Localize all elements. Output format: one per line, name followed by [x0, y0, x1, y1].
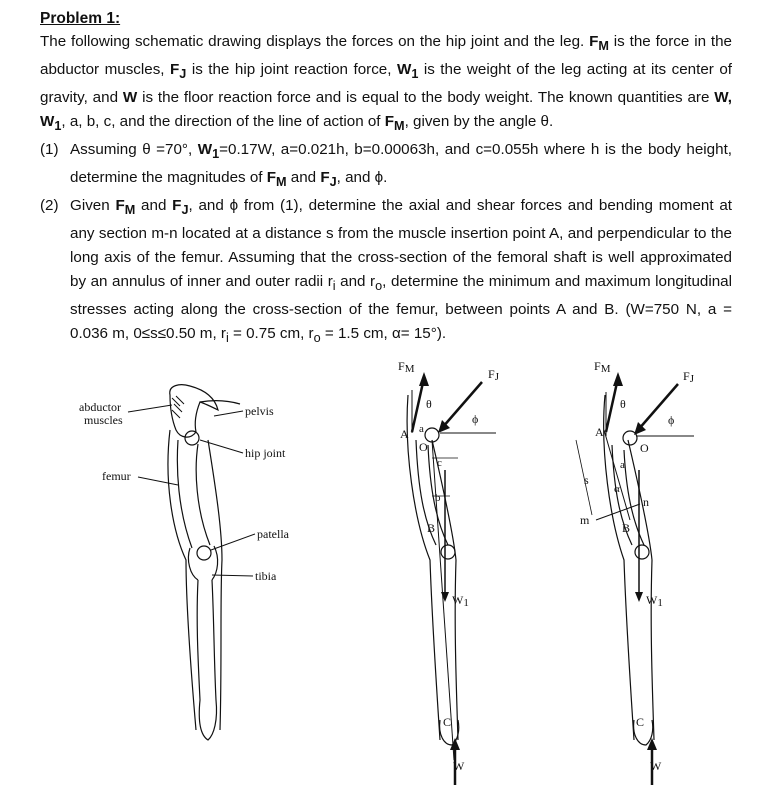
leg3-w-arrowhead — [647, 738, 657, 750]
fj-subscript: J — [179, 67, 187, 82]
q2-text-1: Given — [70, 197, 116, 215]
leader-hip-joint — [200, 440, 243, 453]
leg3-forces — [606, 372, 694, 785]
q1-w1-symbol: W — [197, 141, 213, 159]
q2-text-3: , and ϕ from (1), determine the axial and shear forces and bending moment at any section m-n located at a distance s from the muscle insertion point A, and perpendicular to the long axis of the femur. Assuming that the cross-section of the femoral shaft is well approximated by an annulus of inner and outer radii r — [70, 197, 732, 291]
leg2-point-a: A — [400, 427, 409, 441]
leg3-point-a: A — [595, 425, 604, 439]
q2-text-6: = 0.75 cm, r — [228, 325, 314, 343]
q1-fj-symbol: F — [320, 169, 330, 187]
label-femur: femur — [102, 469, 131, 483]
leg3-phi-label: ϕ — [668, 413, 675, 427]
label-hip-joint: hip joint — [245, 446, 286, 460]
question-2-number: (2) — [40, 197, 59, 215]
leg2-theta-label: θ — [426, 397, 432, 411]
leg2-fj-label: FJ — [488, 367, 499, 383]
ro-subscript: o — [375, 279, 383, 294]
label-tibia: tibia — [255, 569, 277, 583]
q2-fm-subscript: M — [124, 203, 136, 218]
leg3-dim-s-label: s — [584, 473, 589, 487]
leg3-w1-label: W1 — [646, 593, 663, 609]
fm-symbol: F — [589, 33, 599, 50]
leg2-point-o: O — [419, 440, 428, 454]
problem-title: Problem 1: — [40, 10, 121, 27]
leg2-phi-label: ϕ — [472, 412, 479, 426]
leg3-outline-right — [628, 440, 654, 740]
leg3-fj-label: FJ — [683, 369, 694, 385]
q2-fj-subscript: J — [181, 203, 189, 218]
leg2-w-label: W — [453, 759, 465, 773]
leg2-fm-arrowhead — [419, 372, 429, 386]
leader-pelvis — [214, 411, 243, 416]
leg3-point-o: O — [640, 441, 649, 455]
leader-abductor — [128, 405, 172, 412]
intro-text-1: The following schematic drawing displays the forces on the hip joint and the leg. — [40, 33, 590, 50]
label-abductor: abductor — [79, 400, 121, 414]
label-pelvis: pelvis — [245, 404, 274, 418]
leg3-theta-label: θ — [620, 397, 626, 411]
label-muscles: muscles — [84, 413, 123, 427]
q2-fm-symbol: F — [115, 197, 125, 215]
intro-text-2: is the force in the abductor muscles, — [40, 33, 732, 79]
label-patella: patella — [257, 527, 289, 541]
leg2-dim-a: a — [419, 423, 424, 435]
leader-patella — [211, 534, 255, 550]
leg3-w-label: W — [650, 759, 662, 773]
q2-text-7: = 1.5 cm, α= 15°). — [320, 325, 447, 343]
leg3-fm-arrow — [606, 378, 618, 432]
abductor-muscle-hatch — [172, 396, 184, 418]
pelvis-outline — [170, 385, 218, 437]
intro-text-7: , a, b, c, and the direction of the line of action of — [61, 113, 385, 131]
w1-subscript: 1 — [411, 67, 419, 82]
leg2-point-b: B — [427, 521, 436, 535]
q1-fj-subscript: J — [329, 175, 337, 190]
leg2-fm-label: FM — [398, 359, 415, 375]
anatomy-leg — [168, 385, 240, 740]
intro-text-4: is the weight of the leg acting at its center of gravity, and — [40, 61, 732, 107]
leg2-dim-b-label: b — [435, 492, 441, 504]
ri-value-subscript: i — [225, 331, 229, 346]
q1-text-2: =0.17W, a=0.021h, b=0.00063h, and c=0.055h where h is the body height, determine the magnitudes of — [70, 141, 733, 187]
leg3-w1-arrowhead — [635, 592, 643, 602]
leg2-dim-c-label: c — [437, 457, 442, 469]
fj-symbol: F — [170, 61, 180, 79]
leg3-fm-label: FM — [594, 359, 611, 375]
q1-fm-symbol: F — [266, 169, 276, 187]
ro-value-subscript: o — [313, 331, 321, 346]
leg3-labels — [580, 359, 695, 773]
q2-fj-symbol: F — [172, 197, 182, 215]
intro-text-9: , given by the angle θ. — [404, 113, 554, 131]
leg2-point-c: C — [443, 715, 452, 729]
leg2-w1-arrowhead — [441, 592, 449, 602]
femur-shaft-left — [177, 440, 192, 548]
leg2-patella — [441, 545, 455, 559]
leg2-w1-label: W1 — [452, 593, 469, 609]
foot — [199, 700, 216, 740]
leg3-dim-a: a — [620, 459, 625, 471]
leg3-point-m: m — [580, 513, 590, 527]
q1-w1-subscript: 1 — [212, 147, 220, 162]
femur-shaft-right — [196, 444, 210, 545]
q1-text-1: Assuming θ =70°, — [70, 141, 198, 159]
q2-text-2: and — [135, 197, 173, 215]
femoral-head — [185, 431, 199, 445]
leg3-patella — [635, 545, 649, 559]
pelvis-line — [200, 401, 240, 404]
leg-outer-left — [168, 430, 196, 730]
leg3-point-b: B — [622, 521, 631, 535]
question-1-number: (1) — [40, 141, 59, 159]
q1-text-4: , and ϕ. — [336, 169, 388, 187]
q2-text-4: and r — [335, 273, 376, 291]
leader-tibia — [212, 575, 253, 576]
patella-shape — [197, 546, 211, 560]
intro-text-3: is the hip joint reaction force, — [186, 61, 397, 79]
leg3-fm-arrowhead — [613, 372, 623, 386]
w-symbol: W — [122, 89, 138, 107]
leader-femur — [138, 477, 178, 485]
known-w1-subscript: 1 — [54, 119, 62, 134]
fbd-leg-2 — [407, 395, 459, 760]
ri-subscript: i — [332, 279, 336, 294]
fm-subscript: M — [598, 39, 609, 54]
fm-direction-subscript: M — [394, 119, 405, 134]
known-quantities-w: W, W — [40, 89, 733, 131]
q2-text-5: , determine the minimum and maximum longitudinal stresses acting along the cross-section of the femur, between points A and B. (W=750 N, a = 0.036 m, 0≤s≤0.50 m, r — [70, 273, 733, 343]
q1-text-3: and — [286, 169, 321, 187]
tibia-right — [212, 580, 216, 700]
leg3-point-n: n — [643, 495, 649, 509]
q1-fm-subscript: M — [276, 175, 287, 190]
fm-direction-symbol: F — [384, 113, 395, 131]
w1-symbol: W — [396, 61, 412, 79]
leg3-point-c: C — [636, 715, 645, 729]
tibia-left — [197, 580, 200, 700]
intro-text-5: is the floor reaction force and is equal to the body weight. The known quantities are — [137, 89, 715, 107]
leg3-alpha-label: α — [614, 483, 620, 495]
